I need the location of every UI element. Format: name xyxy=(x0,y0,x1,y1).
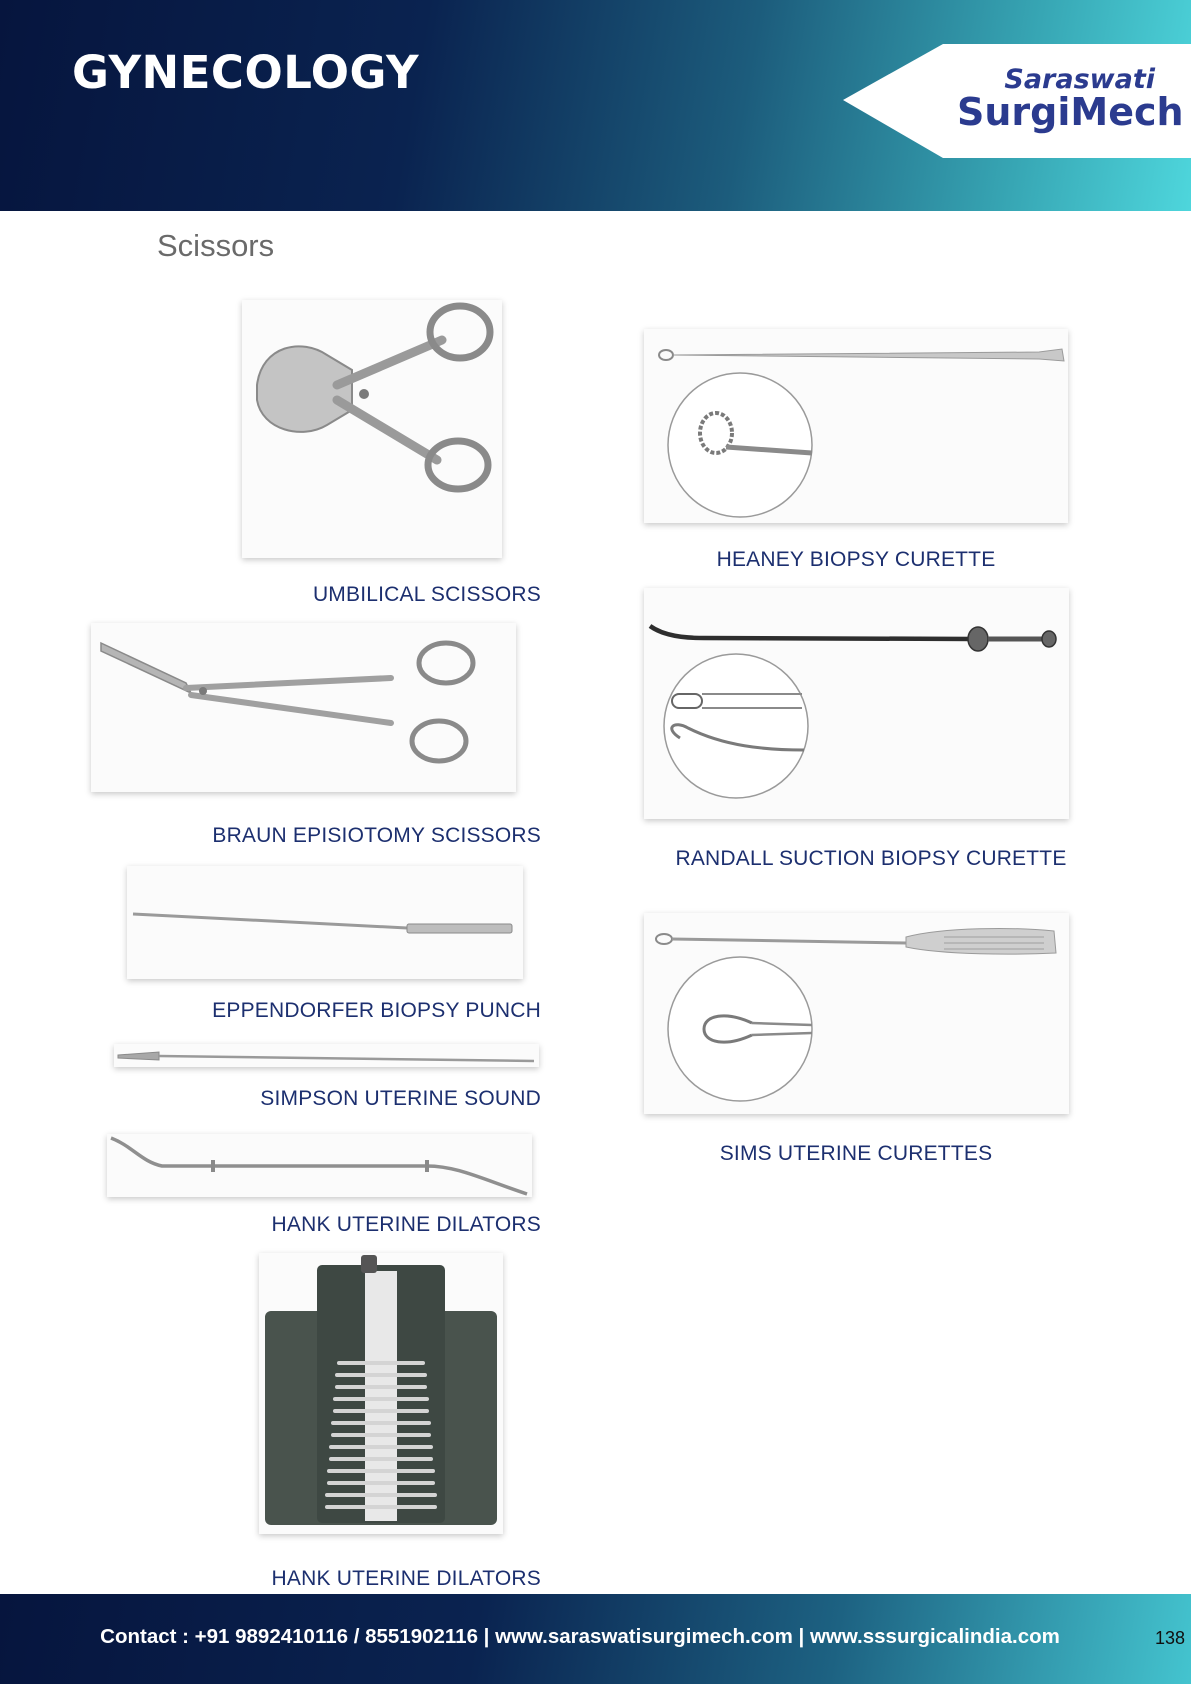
hank-uterine-dilators-set-caption: HANK UTERINE DILATORS xyxy=(271,1567,541,1590)
umbilical-scissors-image xyxy=(242,300,502,558)
umbilical-scissors-caption: UMBILICAL SCISSORS xyxy=(312,583,541,606)
logo-text-top: Saraswati xyxy=(1004,64,1155,95)
braun-episiotomy-scissors-caption: BRAUN EPISIOTOMY SCISSORS xyxy=(212,824,541,847)
page-number: 138 xyxy=(1154,1628,1185,1648)
hank-uterine-dilators-set-image xyxy=(259,1253,503,1534)
footer-contact-info: Contact : +91 9892410116 / 8551902116 | www.saraswatisurgimech.com | www.sssurgicalindia.com xyxy=(100,1625,1060,1648)
heaney-biopsy-curette-image xyxy=(644,329,1068,523)
randall-suction-biopsy-curette-image xyxy=(644,588,1069,819)
eppendorfer-biopsy-punch-image xyxy=(127,866,523,979)
eppendorfer-biopsy-punch-caption: EPPENDORFER BIOPSY PUNCH xyxy=(212,999,541,1022)
hank-uterine-dilators-caption: HANK UTERINE DILATORS xyxy=(271,1213,541,1236)
simpson-uterine-sound-image xyxy=(114,1044,539,1067)
heaney-biopsy-curette-caption: HEANEY BIOPSY CURETTE xyxy=(716,548,996,571)
page-header xyxy=(0,0,1191,211)
hank-uterine-dilators-image xyxy=(107,1134,532,1197)
randall-suction-biopsy-curette-caption: RANDALL SUCTION BIOPSY CURETTE xyxy=(675,847,1067,870)
sims-uterine-curettes-caption: SIMS UTERINE CURETTES xyxy=(719,1142,993,1165)
logo-text-bottom: SurgiMech xyxy=(957,90,1184,134)
page-title: GYNECOLOGY xyxy=(72,46,420,99)
braun-episiotomy-scissors-image xyxy=(91,623,516,792)
brand-logo xyxy=(955,60,1184,140)
page-footer xyxy=(0,1594,1191,1684)
simpson-uterine-sound-caption: SIMPSON UTERINE SOUND xyxy=(260,1087,541,1110)
sims-uterine-curettes-image xyxy=(644,913,1069,1114)
section-title: Scissors xyxy=(157,228,275,263)
